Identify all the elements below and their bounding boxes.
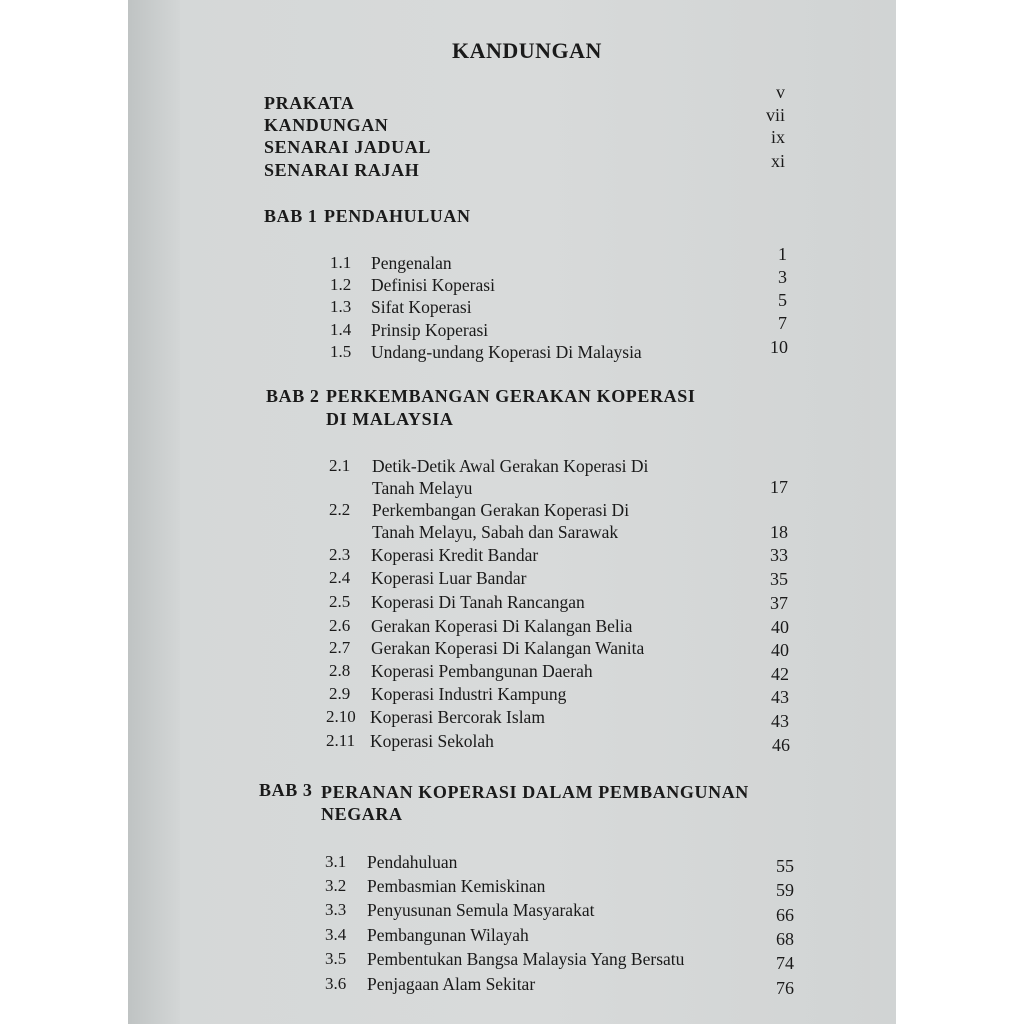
chapter-title-continued: NEGARA xyxy=(321,804,403,824)
section-number: 2.8 xyxy=(329,661,351,680)
section-number: 2.5 xyxy=(329,592,351,611)
section-title: Pengenalan xyxy=(371,253,452,273)
background-left xyxy=(0,0,128,1024)
page-title: KANDUNGAN xyxy=(452,38,602,63)
section-page: 35 xyxy=(770,569,788,589)
chapter-title: PERKEMBANGAN GERAKAN KOPERASI xyxy=(326,386,696,406)
chapter-label: BAB 1 xyxy=(264,206,318,226)
front-matter-senarai-jadual: SENARAI JADUAL xyxy=(264,137,431,157)
section-title: Pembentukan Bangsa Malaysia Yang Bersatu xyxy=(367,949,685,969)
section-number: 2.6 xyxy=(329,616,351,635)
section-page: 74 xyxy=(776,953,794,973)
section-number: 2.9 xyxy=(329,684,351,703)
front-matter-page: ix xyxy=(770,127,785,147)
section-number: 2.3 xyxy=(329,545,351,564)
section-page: 40 xyxy=(771,640,789,660)
section-title: Definisi Koperasi xyxy=(371,275,495,295)
front-matter-page: v xyxy=(776,82,785,102)
front-matter-page: vii xyxy=(765,105,785,125)
section-title: Gerakan Koperasi Di Kalangan Belia xyxy=(371,616,633,636)
section-page: 1 xyxy=(778,244,787,264)
section-number: 3.1 xyxy=(325,852,347,871)
section-number: 3.5 xyxy=(325,949,347,968)
section-number: 2.7 xyxy=(329,638,351,657)
section-title: Detik-Detik Awal Gerakan Koperasi Di xyxy=(372,456,649,476)
section-title: Koperasi Bercorak Islam xyxy=(370,707,545,727)
chapter-label: BAB 3 xyxy=(259,780,313,800)
section-page: 68 xyxy=(776,929,794,949)
section-title: Koperasi Industri Kampung xyxy=(371,684,567,704)
section-number: 1.3 xyxy=(330,297,352,316)
section-page: 18 xyxy=(770,522,788,542)
section-title: Pendahuluan xyxy=(367,852,458,872)
section-number: 2.1 xyxy=(329,456,351,475)
section-title: Koperasi Sekolah xyxy=(370,731,494,751)
section-title: Penjagaan Alam Sekitar xyxy=(367,974,536,994)
section-number: 3.4 xyxy=(325,925,347,944)
section-title: Koperasi Pembangunan Daerah xyxy=(371,661,593,681)
chapter-label: BAB 2 xyxy=(266,386,320,406)
section-page: 42 xyxy=(771,664,789,684)
section-title: Koperasi Di Tanah Rancangan xyxy=(371,592,585,612)
page-gutter-shadow xyxy=(128,0,180,1024)
section-page: 10 xyxy=(770,337,788,357)
section-page: 37 xyxy=(770,593,788,613)
section-title: Gerakan Koperasi Di Kalangan Wanita xyxy=(371,638,645,658)
front-matter-prakata: PRAKATA xyxy=(264,93,355,113)
section-page: 17 xyxy=(770,477,788,497)
section-title-continued: Tanah Melayu xyxy=(372,478,473,498)
section-title: Sifat Koperasi xyxy=(371,297,472,317)
chapter-title: PENDAHULUAN xyxy=(324,206,471,226)
background-right xyxy=(896,0,1024,1024)
section-title: Perkembangan Gerakan Koperasi Di xyxy=(372,500,630,520)
section-page: 55 xyxy=(776,856,794,876)
section-title: Koperasi Luar Bandar xyxy=(371,568,527,588)
section-title: Koperasi Kredit Bandar xyxy=(371,545,539,565)
section-page: 7 xyxy=(778,313,787,333)
section-number: 3.2 xyxy=(325,876,347,895)
section-number: 3.6 xyxy=(325,974,347,993)
front-matter-kandungan: KANDUNGAN xyxy=(264,115,389,135)
section-page: 59 xyxy=(776,880,794,900)
section-page: 5 xyxy=(778,290,787,310)
front-matter-page: xi xyxy=(770,151,785,171)
section-page: 40 xyxy=(771,617,789,637)
section-page: 66 xyxy=(776,905,794,925)
section-number: 1.5 xyxy=(330,342,352,361)
section-number: 1.2 xyxy=(330,275,352,294)
section-number: 3.3 xyxy=(325,900,347,919)
front-matter-senarai-rajah: SENARAI RAJAH xyxy=(264,160,420,180)
section-page: 46 xyxy=(772,735,790,755)
section-page: 43 xyxy=(771,711,789,731)
section-number: 2.11 xyxy=(326,731,356,750)
section-page: 76 xyxy=(776,978,794,998)
section-page: 3 xyxy=(778,267,787,287)
section-title: Undang-undang Koperasi Di Malaysia xyxy=(371,342,642,362)
chapter-title-continued: DI MALAYSIA xyxy=(326,409,454,429)
section-number: 2.2 xyxy=(329,500,351,519)
section-number: 1.4 xyxy=(330,320,352,339)
section-number: 2.10 xyxy=(326,707,356,726)
section-page: 43 xyxy=(771,687,789,707)
chapter-title: PERANAN KOPERASI DALAM PEMBANGUNAN xyxy=(321,782,749,802)
section-number: 2.4 xyxy=(329,568,351,587)
section-number: 1.1 xyxy=(330,253,352,272)
section-title-continued: Tanah Melayu, Sabah dan Sarawak xyxy=(372,522,619,542)
section-title: Pembangunan Wilayah xyxy=(367,925,529,945)
section-title: Penyusunan Semula Masyarakat xyxy=(367,900,595,920)
section-title: Prinsip Koperasi xyxy=(371,320,489,340)
section-page: 33 xyxy=(770,545,788,565)
section-title: Pembasmian Kemiskinan xyxy=(367,876,546,896)
